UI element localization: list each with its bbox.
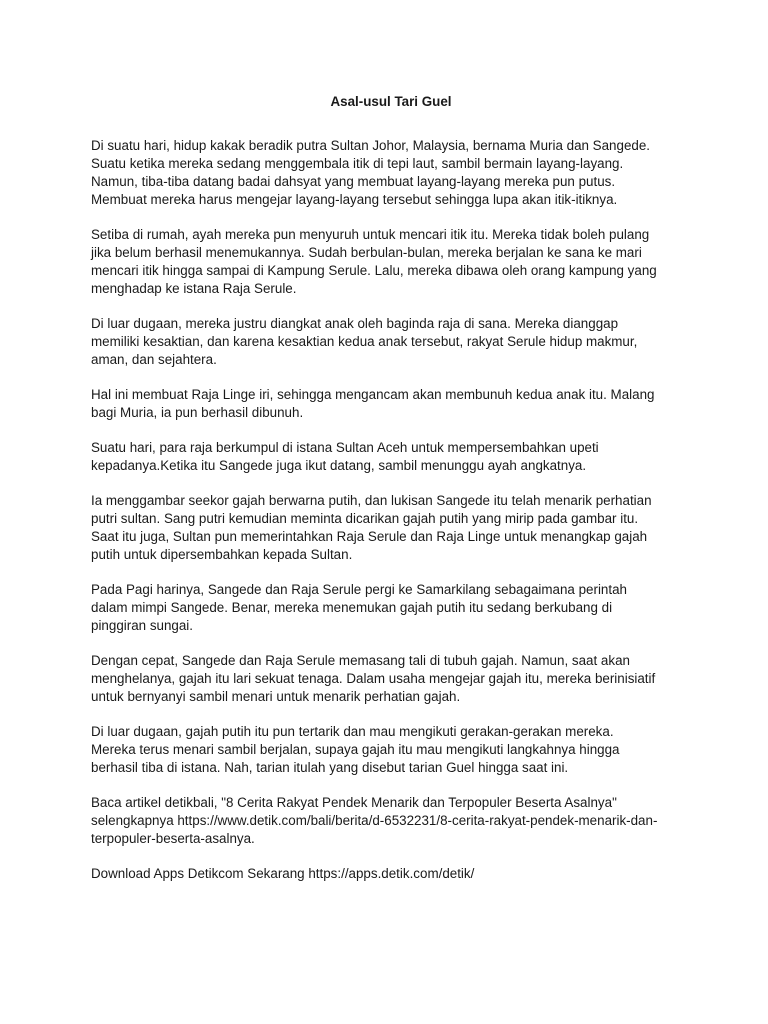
text-line: Mereka terus menari sambil berjalan, supaya gajah itu mau mengikuti langkahnya hingga — [91, 742, 620, 757]
text-line: bagi Muria, ia pun berhasil dibunuh. — [91, 405, 304, 420]
text-line: putih untuk dipersembahkan kepada Sultan. — [91, 547, 353, 562]
paragraph — [91, 794, 691, 848]
text-line: memiliki kesaktian, dan karena kesaktian kedua anak tersebut, rakyat Serule hidup makmur, — [91, 334, 638, 349]
paragraph — [91, 581, 691, 635]
text-line: mencari itik hingga sampai di Kampung Serule. Lalu, mereka dibawa oleh orang kampung yang — [91, 263, 657, 278]
paragraph — [91, 492, 691, 564]
text-line: Di suatu hari, hidup kakak beradik putra Sultan Johor, Malaysia, bernama Muria dan Sangede. — [91, 138, 651, 153]
paragraph — [91, 865, 691, 883]
text-line: menghadap ke istana Raja Serule. — [91, 281, 297, 296]
document-body — [91, 137, 691, 883]
paragraph — [91, 137, 691, 209]
paragraph — [91, 439, 691, 475]
text-line: Ia menggambar seekor gajah berwarna putih, dan lukisan Sangede itu telah menarik perhatian — [91, 493, 652, 508]
text-line: kepadanya.Ketika itu Sangede juga ikut datang, sambil menunggu ayah angkatnya. — [91, 458, 587, 473]
text-line: Di luar dugaan, mereka justru diangkat anak oleh baginda raja di sana. Mereka dianggap — [91, 316, 619, 331]
text-line: Download Apps Detikcom Sekarang https://apps.detik.com/detik/ — [91, 866, 475, 881]
text-line: putri sultan. Sang putri kemudian meminta dicarikan gajah putih yang mirip pada gambar itu. — [91, 511, 639, 526]
text-line: Pada Pagi harinya, Sangede dan Raja Serule pergi ke Samarkilang sebagaimana perintah — [91, 582, 627, 597]
text-line: menghelanya, gajah itu lari sekuat tenaga. Dalam usaha mengejar gajah itu, mereka berinisiatif — [91, 671, 656, 686]
text-line: Membuat mereka harus mengejar layang-layang tersebut sehingga lupa akan itik-itiknya. — [91, 192, 618, 207]
paragraph — [91, 315, 691, 369]
paragraph — [91, 386, 691, 422]
document-title: Asal-usul Tari Guel — [330, 94, 452, 109]
text-line: aman, dan sejahtera. — [91, 352, 217, 367]
paragraph — [91, 226, 691, 298]
document-page — [91, 93, 691, 900]
text-line: Suatu hari, para raja berkumpul di istana Sultan Aceh untuk mempersembahkan upeti — [91, 440, 599, 455]
text-line: Hal ini membuat Raja Linge iri, sehingga mengancam akan membunuh kedua anak itu. Malang — [91, 387, 655, 402]
text-line: berhasil tiba di istana. Nah, tarian itulah yang disebut tarian Guel hingga saat ini. — [91, 760, 569, 775]
text-line: pinggiran sungai. — [91, 618, 193, 633]
text-line: Saat itu juga, Sultan pun memerintahkan Raja Serule dan Raja Linge untuk menangkap gajah — [91, 529, 648, 544]
paragraph — [91, 652, 691, 706]
text-line: Setiba di rumah, ayah mereka pun menyuruh untuk mencari itik itu. Mereka tidak boleh pulang — [91, 227, 650, 242]
text-line: Baca artikel detikbali, "8 Cerita Rakyat Pendek Menarik dan Terpopuler Beserta Asalnya" — [91, 795, 617, 810]
text-line: Suatu ketika mereka sedang menggembala itik di tepi laut, sambil bermain layang-layang. — [91, 156, 624, 171]
text-line: Dengan cepat, Sangede dan Raja Serule memasang tali di tubuh gajah. Namun, saat akan — [91, 653, 630, 668]
text-line: jika belum berhasil menemukannya. Sudah berbulan-bulan, mereka berjalan ke sana ke mari — [91, 245, 642, 260]
text-line: untuk bernyanyi sambil menari untuk menarik perhatian gajah. — [91, 689, 461, 704]
text-line: Namun, tiba-tiba datang badai dahsyat yang membuat layang-layang mereka pun putus. — [91, 174, 616, 189]
text-line: Di luar dugaan, gajah putih itu pun tertarik dan mau mengikuti gerakan-gerakan mereka. — [91, 724, 614, 739]
text-line: selengkapnya https://www.detik.com/bali/berita/d-6532231/8-cerita-rakyat-pendek-menarik-dan- — [91, 813, 658, 828]
text-line: dalam mimpi Sangede. Benar, mereka menemukan gajah putih itu sedang berkubang di — [91, 600, 613, 615]
paragraph — [91, 723, 691, 777]
text-line: terpopuler-beserta-asalnya. — [91, 831, 255, 846]
